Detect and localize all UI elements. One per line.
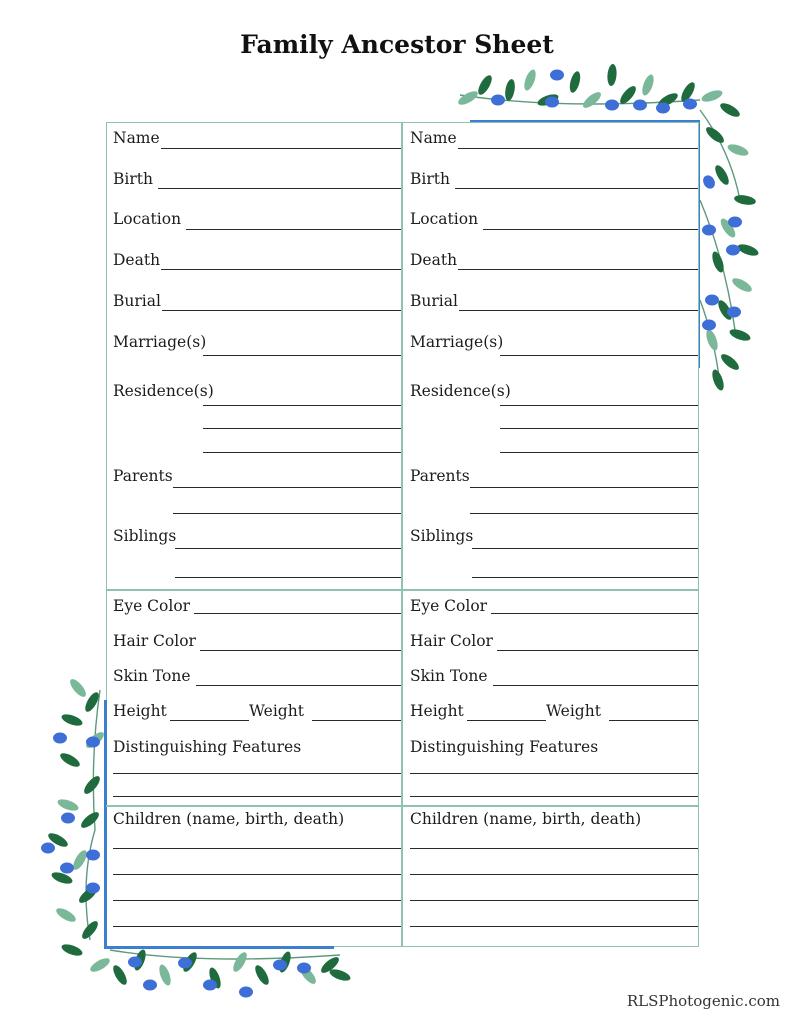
stem-icon [700, 300, 720, 385]
left-siblings-label: Siblings [113, 527, 177, 545]
stem-icon [460, 95, 700, 104]
left-siblings-input-2[interactable] [175, 577, 401, 578]
leaf-icon [700, 88, 724, 104]
leaf-icon [617, 84, 638, 107]
accent-bar-left [104, 700, 107, 949]
left-birth-label: Birth [113, 170, 153, 188]
berry-icon [633, 100, 647, 111]
right-residences-label: Residence(s) [410, 382, 511, 400]
page-title: Family Ancestor Sheet [240, 30, 554, 59]
berry-icon [61, 813, 75, 824]
left-features-label: Distinguishing Features [113, 738, 302, 756]
leaf-icon [704, 328, 720, 352]
leaf-icon [157, 963, 173, 987]
right-siblings-input-2[interactable] [472, 577, 698, 578]
leaf-icon [60, 942, 84, 958]
right-hair-color-input[interactable] [497, 650, 698, 651]
leaf-icon [522, 68, 538, 92]
leaf-icon [83, 690, 102, 714]
left-skin-tone-input[interactable] [196, 685, 401, 686]
leaf-icon [253, 963, 272, 987]
leaf-icon [46, 831, 70, 850]
leaf-icon [56, 797, 80, 813]
leaf-icon [704, 124, 727, 145]
left-name-label: Name [113, 129, 160, 147]
left-siblings-input-1[interactable] [175, 548, 401, 549]
right-siblings-input-1[interactable] [472, 548, 698, 549]
right-weight-input[interactable] [609, 720, 698, 721]
berry-icon [683, 99, 697, 110]
left-location-input[interactable] [186, 229, 401, 230]
right-children-input-4[interactable] [410, 926, 698, 927]
berry-icon [491, 95, 505, 106]
leaf-icon [656, 91, 680, 110]
stem-icon [700, 110, 740, 200]
berry-icon [86, 850, 100, 861]
left-height-input[interactable] [170, 720, 249, 721]
right-parents-input-1[interactable] [470, 487, 698, 488]
left-burial-input[interactable] [162, 310, 401, 311]
right-children-input-1[interactable] [410, 848, 698, 849]
leaf-icon [718, 101, 742, 120]
left-eye-color-label: Eye Color [113, 597, 191, 615]
berry-icon [705, 295, 719, 306]
stem-icon [93, 690, 100, 830]
left-marriages-input[interactable] [203, 355, 401, 356]
leaf-icon [476, 73, 495, 97]
leaf-icon [297, 964, 318, 987]
right-weight-label: Weight [546, 702, 601, 720]
leaf-icon [726, 142, 750, 158]
left-features-input-2[interactable] [113, 796, 401, 797]
berry-icon [60, 863, 74, 874]
right-birth-label: Birth [410, 170, 450, 188]
left-parents-input-2[interactable] [173, 513, 401, 514]
right-skin-tone-input[interactable] [493, 685, 698, 686]
leaf-icon [456, 89, 480, 108]
leaf-icon [319, 954, 342, 975]
berry-icon [41, 843, 55, 854]
left-parents-input-1[interactable] [173, 487, 401, 488]
berry-icon [545, 97, 559, 108]
berry-icon [727, 307, 741, 318]
right-eye-color-label: Eye Color [410, 597, 488, 615]
leaf-icon [54, 906, 78, 925]
left-height-label: Height [113, 702, 167, 720]
leaf-icon [607, 64, 618, 87]
right-features-label: Distinguishing Features [410, 738, 599, 756]
berry-icon [86, 737, 100, 748]
right-burial-label: Burial [410, 292, 458, 310]
right-location-label: Location [410, 210, 479, 228]
right-death-input[interactable] [458, 269, 698, 270]
left-death-input[interactable] [161, 269, 401, 270]
stem-icon [110, 950, 340, 959]
berry-icon [53, 733, 67, 744]
leaf-icon [181, 950, 200, 974]
left-children-input-3[interactable] [113, 900, 401, 901]
leaf-icon [88, 956, 112, 975]
leaf-icon [60, 712, 84, 728]
berry-icon [86, 883, 100, 894]
leaf-icon [679, 80, 698, 104]
right-name-label: Name [410, 129, 457, 147]
left-burial-label: Burial [113, 292, 161, 310]
left-skin-tone-label: Skin Tone [113, 667, 191, 685]
stem-icon [86, 830, 95, 940]
leaf-icon [581, 89, 604, 110]
leaf-icon [730, 276, 754, 295]
left-weight-label: Weight [249, 702, 304, 720]
berry-icon [143, 980, 157, 991]
leaf-icon [328, 967, 352, 983]
leaf-icon [111, 963, 130, 987]
right-eye-color-input[interactable] [491, 613, 698, 614]
right-hair-color-label: Hair Color [410, 632, 493, 650]
berry-icon [726, 245, 740, 256]
leaf-icon [718, 216, 738, 239]
section-divider-vital [106, 589, 699, 591]
leaf-icon [728, 327, 752, 343]
right-residences-input-2[interactable] [500, 428, 698, 429]
right-features-input-2[interactable] [410, 796, 698, 797]
leaf-icon [84, 729, 107, 750]
leaf-icon [71, 848, 90, 872]
right-name-input[interactable] [458, 148, 698, 149]
berry-icon [128, 957, 142, 968]
berry-icon [702, 320, 716, 331]
right-marriages-label: Marriage(s) [410, 333, 504, 351]
right-birth-input[interactable] [455, 188, 698, 189]
right-death-label: Death [410, 251, 458, 269]
right-residences-input-1[interactable] [500, 405, 698, 406]
leaf-icon [50, 870, 74, 886]
berry-icon [297, 963, 311, 974]
left-children-input-2[interactable] [113, 874, 401, 875]
left-weight-input[interactable] [312, 720, 401, 721]
right-residences-input-3[interactable] [500, 452, 698, 453]
leaf-icon [716, 298, 735, 322]
berry-icon [273, 960, 287, 971]
right-skin-tone-label: Skin Tone [410, 667, 488, 685]
leaf-icon [132, 948, 148, 972]
berry-icon [239, 987, 253, 998]
left-children-label: Children (name, birth, death) [113, 810, 345, 828]
berry-icon [178, 958, 192, 969]
stem-icon [700, 200, 735, 330]
left-birth-input[interactable] [158, 188, 401, 189]
berry-icon [702, 225, 716, 236]
leaf-icon [733, 194, 756, 207]
leaf-icon [277, 950, 293, 974]
left-eye-color-input[interactable] [194, 613, 401, 614]
footer-credit: RLSPhotogenic.com [626, 992, 780, 1010]
left-hair-color-input[interactable] [200, 650, 401, 651]
right-parents-label: Parents [410, 467, 470, 485]
left-children-input-1[interactable] [113, 848, 401, 849]
left-residences-input-3[interactable] [203, 452, 401, 453]
accent-bar-bottom [104, 946, 334, 949]
left-marriages-label: Marriage(s) [113, 333, 207, 351]
section-divider-physical [106, 805, 699, 807]
leaf-icon [207, 966, 223, 990]
left-residences-label: Residence(s) [113, 382, 214, 400]
left-features-input-1[interactable] [113, 773, 401, 774]
berry-icon [656, 103, 670, 114]
left-death-label: Death [113, 251, 161, 269]
right-height-input[interactable] [467, 720, 546, 721]
leaf-icon [77, 884, 100, 905]
berry-icon [550, 70, 564, 81]
right-siblings-label: Siblings [410, 527, 474, 545]
leaf-icon [67, 677, 88, 700]
berry-icon [203, 980, 217, 991]
right-children-input-2[interactable] [410, 874, 698, 875]
leaf-icon [79, 919, 100, 942]
right-marriages-input[interactable] [500, 355, 698, 356]
leaf-icon [713, 163, 732, 187]
leaf-icon [719, 351, 742, 372]
left-residences-input-2[interactable] [203, 428, 401, 429]
left-location-label: Location [113, 210, 182, 228]
leaf-icon [710, 250, 726, 274]
right-children-input-3[interactable] [410, 900, 698, 901]
right-burial-input[interactable] [459, 310, 698, 311]
leaf-icon [736, 242, 760, 258]
leaf-icon [568, 70, 582, 94]
column-divider [401, 122, 403, 947]
leaf-icon [231, 950, 250, 974]
right-features-input-1[interactable] [410, 773, 698, 774]
berry-icon [728, 217, 742, 228]
berry-icon [701, 173, 718, 191]
berry-icon [605, 100, 619, 111]
leaf-icon [710, 368, 726, 392]
leaf-icon [58, 751, 82, 770]
left-name-input[interactable] [161, 148, 401, 149]
leaf-icon [81, 774, 102, 797]
left-children-input-4[interactable] [113, 926, 401, 927]
leaf-icon [640, 73, 656, 97]
right-parents-input-2[interactable] [470, 513, 698, 514]
left-parents-label: Parents [113, 467, 173, 485]
right-location-input[interactable] [483, 229, 698, 230]
left-hair-color-label: Hair Color [113, 632, 196, 650]
left-residences-input-1[interactable] [203, 405, 401, 406]
right-children-label: Children (name, birth, death) [410, 810, 642, 828]
right-height-label: Height [410, 702, 464, 720]
leaf-icon [536, 92, 560, 108]
leaf-icon [504, 78, 517, 101]
leaf-icon [79, 809, 102, 830]
